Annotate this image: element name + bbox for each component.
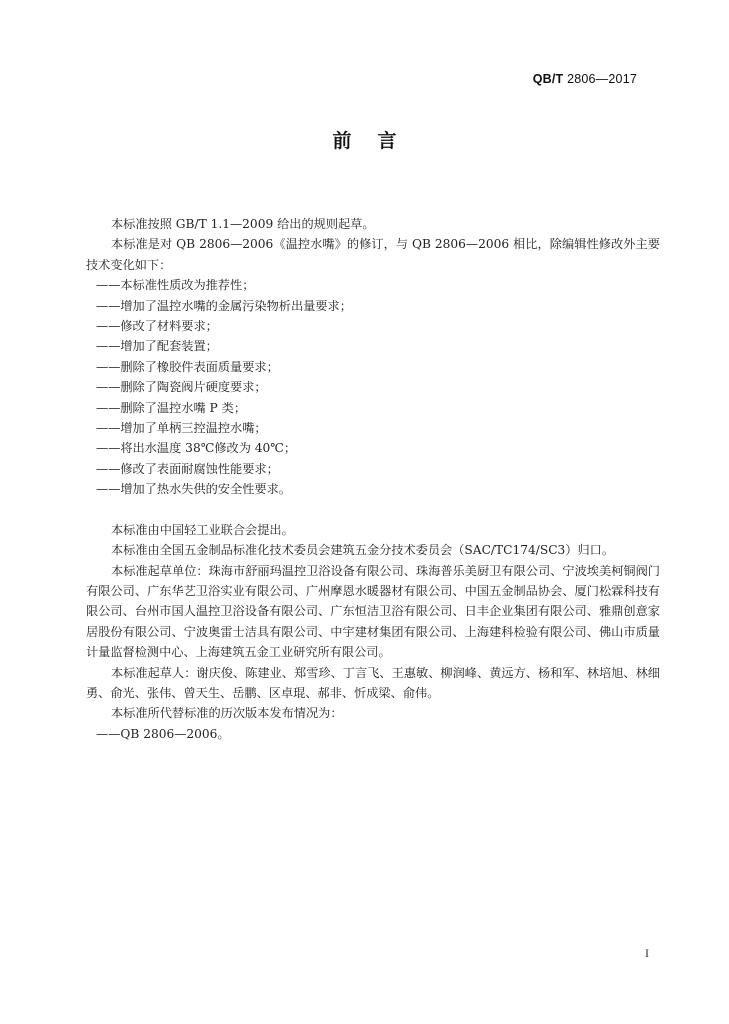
paragraph-drafters: 本标准起草人：谢庆俊、陈建业、郑雪珍、丁言飞、王惠敏、柳润峰、黄远方、杨和军、林培旭、林细勇、俞光、张伟、曾天生、岳鹏、区卓琨、郝非、忻成梁、俞伟。	[86, 665, 660, 700]
standard-year: 2806—2017	[567, 72, 637, 86]
paragraph-committee: 本标准由全国五金制品标准化技术委员会建筑五金分技术委员会（SAC/TC174/SC3）归口。	[111, 543, 615, 558]
list-item: ——修改了材料要求；	[96, 319, 218, 334]
paragraph-drafting-rules: 本标准按照 GB/T 1.1—2009 给出的规则起草。	[111, 217, 375, 231]
list-item: ——本标准性质改为推荐性；	[96, 278, 255, 293]
foreword-body	[86, 214, 660, 744]
list-item: ——修改了表面耐腐蚀性能要求；	[96, 461, 279, 476]
list-item: ——QB 2806—2006。	[96, 726, 230, 741]
page-title: 前言	[332, 130, 423, 152]
list-item: ——删除了温控水嘴 P 类；	[96, 400, 247, 415]
paragraph-revision-note: 本标准是对 QB 2806—2006《温控水嘴》的修订，与 QB 2806—2006 相比，除编辑性修改外主要技术变化如下：	[86, 237, 660, 272]
list-item: ——增加了配套装置；	[96, 339, 218, 354]
paragraph-history-intro: 本标准所代替标准的历次版本发布情况为：	[111, 706, 343, 721]
list-item: ——增加了热水失供的安全性要求。	[96, 482, 291, 497]
list-item: ——将出水温度 38℃修改为 40℃；	[96, 441, 297, 456]
list-item: ——删除了橡胶件表面质量要求；	[96, 359, 279, 374]
section-spacer	[86, 500, 660, 520]
paragraph-drafting-units: 本标准起草单位：珠海市舒丽玛温控卫浴设备有限公司、珠海普乐美厨卫有限公司、宁波埃美柯铜阀门有限公司、广东华艺卫浴实业有限公司、广州摩恩水暖器材有限公司、中国五金制品协会、厦门松霖科技有限公司、台州市国人温控卫浴设备有限公司、广东恒洁卫浴有限公司、日丰企业集团有限公司、雅鼎创意家居股份有限公司、宁波奥雷士洁具有限公司、中宇建材集团有限公司、上海建科检验有限公司、佛山市质量计量监督检测中心、上海建筑五金工业研究所有限公司。	[86, 563, 660, 660]
standard-code: QB/T	[532, 72, 564, 86]
list-item: ——增加了温控水嘴的金属污染物析出量要求；	[96, 298, 352, 313]
list-item: ——增加了单柄三控温控水嘴；	[96, 421, 267, 436]
paragraph-proposer: 本标准由中国轻工业联合会提出。	[111, 522, 294, 537]
page-number: I	[645, 946, 649, 960]
standard-number-header	[533, 72, 637, 86]
list-item: ——删除了陶瓷阀片硬度要求；	[96, 380, 267, 395]
